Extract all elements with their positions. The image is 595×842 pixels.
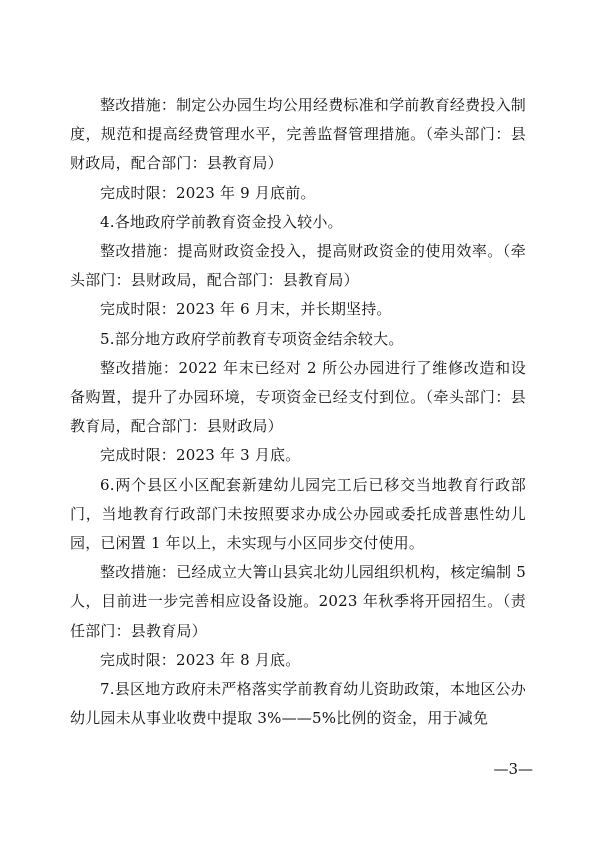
paragraph-measures-4: 整改措施：提高财政资金投入，提高财政资金的使用效率。（牵头部门：县财政局，配合部门：县教育局） bbox=[70, 242, 526, 290]
page-number: —3— bbox=[493, 760, 533, 778]
paragraph-issue-4: 4.各地政府学前教育资金投入较小。 bbox=[100, 212, 343, 231]
paragraph-measures-1: 整改措施：制定公办园生均公用经费标准和学前教育经费投入制度，规范和提高经费管理水平，完善监督管理措施。（牵头部门：县财政局，配合部门：县教育局） bbox=[70, 96, 526, 173]
paragraph-deadline-5: 完成时限：2023 年 3 月底。 bbox=[100, 446, 301, 465]
paragraph-deadline-4: 完成时限：2023 年 6 月末，并长期坚持。 bbox=[100, 300, 392, 319]
paragraph-issue-5: 5.部分地方政府学前教育专项资金结余较大。 bbox=[100, 329, 404, 348]
document-body bbox=[70, 91, 526, 733]
paragraph-deadline-6: 完成时限：2023 年 8 月底。 bbox=[100, 650, 301, 669]
paragraph-deadline-1: 完成时限：2023 年 9 月底前。 bbox=[100, 183, 316, 202]
paragraph-issue-6: 6.两个县区小区配套新建幼儿园完工后已移交当地教育行政部门，当地教育行政部门未按照要求办成公办园或委托成普惠性幼儿园，已闲置 1 年以上，未实现与小区同步交付使用。 bbox=[70, 475, 526, 553]
paragraph-measures-6: 整改措施：已经成立大箐山县宾北幼儿园组织机构，核定编制 5 人，目前进一步完善相应设备设施。2023 年秋季将开园招生。（责任部门：县教育局） bbox=[70, 563, 526, 640]
paragraph-measures-5: 整改措施：2022 年末已经对 2 所公办园进行了维修改造和设备购置，提升了办园环境，专项资金已经支付到位。（牵头部门：县教育局，配合部门：县财政局） bbox=[70, 358, 526, 436]
paragraph-issue-7: 7.县区地方政府未严格落实学前教育幼儿资助政策，本地区公办幼儿园未从事业收费中提取 3%——5%比例的资金，用于减免 bbox=[70, 680, 526, 728]
